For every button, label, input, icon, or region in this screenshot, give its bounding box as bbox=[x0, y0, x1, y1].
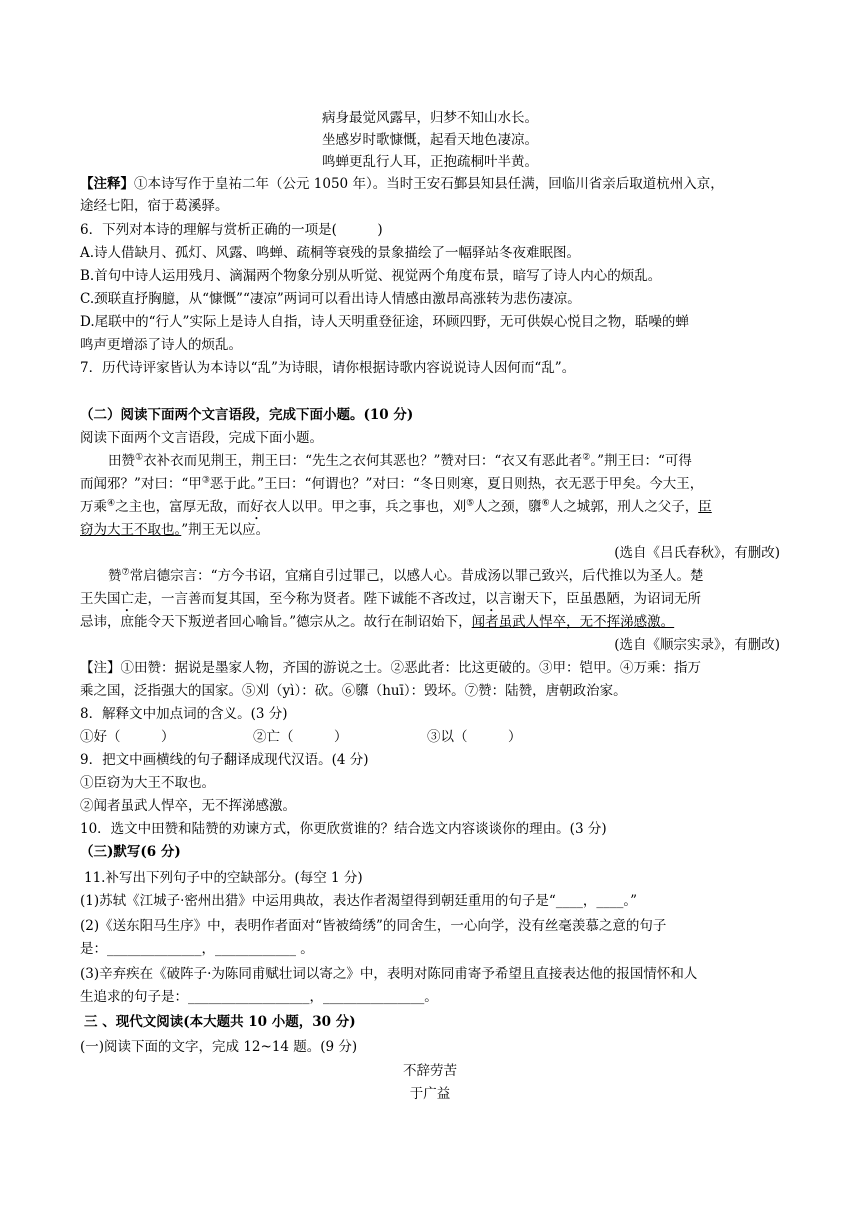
part-3-heading: 三 、现代文阅读(本大题共 10 小题，30 分) bbox=[84, 1014, 356, 1030]
section-2-heading: （二）阅读下面两个文言语段，完成下面小题。(10 分) bbox=[80, 407, 414, 423]
question-11-item-2-cont: 是：______________，____________ 。 bbox=[80, 941, 314, 957]
passage-2-line-2: 王失国亡走，一言善而复其国，至今称为贤者。陛下诚能不吝改过，以言谢天下，臣虽愚陋，为诏词无所 bbox=[80, 591, 701, 607]
question-8-item-2: ②亡（ ） bbox=[253, 729, 348, 745]
question-8-item-1: ①好（ ） bbox=[80, 729, 175, 745]
question-8-stem: 8．解释文中加点词的含义。(3 分) bbox=[80, 706, 288, 722]
question-9-stem: 9．把文中画横线的句子翻译成现代汉语。(4 分) bbox=[80, 752, 369, 768]
passage-1-source: (选自《吕氏春秋》，有删改) bbox=[614, 545, 780, 561]
passage-1-line-3: 万乘④之主也，富厚无敌，而好衣人以甲。甲之事，兵之事也，刈⑤人之颈，隳⑥人之城郭，刑人之父子，臣 bbox=[80, 498, 712, 515]
question-11-item-2: (2)《送东阳马生序》中，表明作者面对“皆被绮绣”的同舍生，一心向学，没有丝毫羡慕之意的句子 bbox=[80, 918, 667, 934]
poem-note-cont: 途经七阳，宿于葛溪驿。 bbox=[80, 198, 229, 214]
poem-line-3: 鸣蝉更乱行人耳，正抱疏桐叶半黄。 bbox=[322, 154, 538, 170]
passage-2-line-3: 忌讳，庶能令天下叛逆者回心喻旨。”德宗从之。故行在制诏始下，闻者虽武人悍卒，无不挥涕感激。 bbox=[80, 614, 675, 630]
dotted-word-yi: 以 bbox=[485, 591, 499, 607]
question-8-item-3: ③以（ ） bbox=[427, 729, 522, 745]
article-title: 不辞劳苦 bbox=[403, 1063, 457, 1079]
option-d-cont: 鸣声更增添了诗人的烦乱。 bbox=[80, 337, 242, 353]
note-text: ①本诗写作于皇祐二年（公元 1050 年）。当时王安石鄞县知县任满，回临川省亲后取道杭州入京， bbox=[134, 176, 724, 192]
question-6-stem: 6．下列对本诗的理解与赏析正确的一项是( ) bbox=[80, 222, 383, 238]
option-c: C.颈联直抒胸臆，从“慷慨”“凄凉”两词可以看出诗人情感由激昂高涨转为悲伤凄凉。 bbox=[80, 291, 581, 307]
passage-1-line-1: 田赞①衣补衣而见荆王，荆王曰：“先生之衣何其恶也？”赞对曰：“衣又有恶此者②。”荆王曰：“可得 bbox=[108, 452, 692, 469]
question-9-item-1: ①臣窃为大王不取也。 bbox=[80, 775, 215, 791]
question-11-item-3-cont: 生追求的句子是：__________________，_______________。 bbox=[80, 989, 438, 1005]
option-b: B.首句中诗人运用残月、滴漏两个物象分别从听觉、视觉两个角度布景，暗写了诗人内心的烦乱。 bbox=[80, 268, 662, 284]
underlined-sentence-2: 闻者虽武人悍卒，无不挥涕感激。 bbox=[471, 614, 675, 630]
passage-notes: 【注】①田赞：据说是墨家人物，齐国的游说之士。②恶此者：比这更破的。③甲：铠甲。④万乘：指万 bbox=[80, 660, 701, 676]
section-3-heading: （三)默写(6 分) bbox=[80, 844, 181, 860]
passage-2-source: (选自《顺宗实录》，有删改) bbox=[614, 637, 780, 653]
question-7: 7．历代诗评家皆认为本诗以“乱”为诗眼，请你根据诗歌内容说说诗人因何而“乱”。 bbox=[80, 360, 576, 376]
poem-line-1: 病身最觉风露早，归梦不知山水长。 bbox=[322, 110, 538, 126]
option-a: A.诗人借缺月、孤灯、风露、鸣蝉、疏桐等衰残的景象描绘了一幅驿站冬夜难眠图。 bbox=[80, 245, 581, 261]
underlined-sentence-1: 窃为大王不取也。 bbox=[80, 522, 182, 538]
section-2-intro: 阅读下面两个文言语段，完成下面小题。 bbox=[80, 430, 323, 446]
question-11-item-3: (3)辛弃疾在《破阵子·为陈同甫赋壮词以寄之》中，表明对陈同甫寄予希望且直接表达他的报国情怀和人 bbox=[80, 966, 698, 982]
note-tag: 【注释】 bbox=[80, 176, 134, 192]
passage-1-line-4: 窃为大王不取也。”荆王无以应。 bbox=[80, 522, 270, 538]
question-9-item-2: ②闻者虽武人悍卒，无不挥涕感激。 bbox=[80, 798, 296, 814]
poem-line-2: 坐感岁时歌慷慨，起看天地色凄凉。 bbox=[322, 132, 538, 148]
passage-1-line-2: 而闻邪？”对曰：“甲③恶于此。”王曰：“何谓也？”对曰：“冬日则寒，夏日则热，衣无恶于甲矣。今大王， bbox=[80, 475, 704, 492]
question-11-item-1: (1)苏轼《江城子·密州出猎》中运用典故，表达作者渴望得到朝廷重用的句子是“____，____。” bbox=[80, 893, 637, 909]
passage-notes-cont: 乘之国，泛指强大的国家。⑤刈（yì）：砍。⑥隳（huī）：毁坏。⑦赞：陆赞，唐朝政治家。 bbox=[80, 683, 627, 699]
question-11-stem: 11.补写出下列句子中的空缺部分。(每空 1 分) bbox=[84, 870, 363, 886]
option-d: D.尾联中的“行人”实际上是诗人自指，诗人天明重登征途，环顾四野，无可供娱心悦目之物，聒噪的蝉 bbox=[80, 314, 689, 330]
part-3-subheading: (一)阅读下面的文字，完成 12~14 题。(9 分) bbox=[80, 1039, 358, 1055]
dotted-word-hao: 好 bbox=[250, 499, 264, 515]
article-author: 于广益 bbox=[409, 1086, 451, 1102]
question-10: 10．选文中田赞和陆赞的劝谏方式，你更欣赏谁的？结合选文内容谈谈你的理由。(3 分) bbox=[80, 821, 607, 837]
poem-note bbox=[80, 174, 724, 194]
dotted-word-wang: 亡 bbox=[120, 591, 134, 607]
passage-2-line-1: 赞⑦常启德宗言：“方今书诏，宜痛自引过罪己，以感人心。昔成汤以罪己致兴，后代推以为圣人。楚 bbox=[108, 567, 704, 584]
